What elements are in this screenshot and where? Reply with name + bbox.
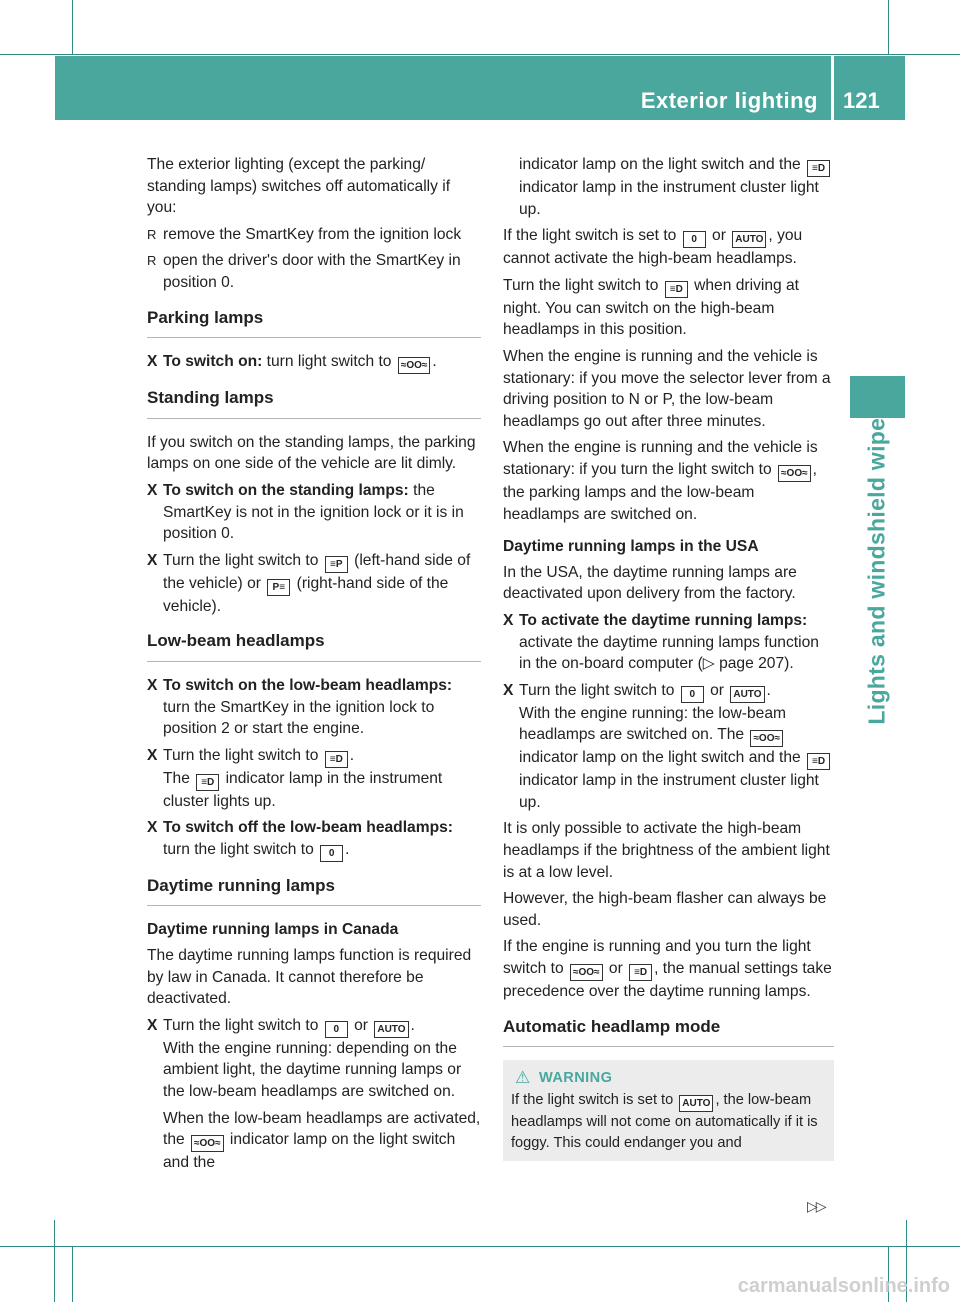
subsection-heading: Daytime running lamps in the USA bbox=[503, 538, 759, 556]
crop-mark bbox=[0, 1246, 960, 1247]
paragraph: It is only possible to activate the high-beam headlamps if the brightness of the ambient light is at a low level. bbox=[503, 820, 830, 881]
warning-text: If the light switch is set to AUTO , the low-beam headlamps will not come on automatically if it is foggy. This could endanger you and bbox=[511, 1091, 818, 1152]
bullet-icon: R bbox=[147, 253, 157, 269]
paragraph: If the engine is running and you turn the light switch to ≈OO≈ or ≡D , the manual settings take precedence over the daytime running lamps. bbox=[503, 938, 832, 1001]
zero-position-icon: 0 bbox=[320, 845, 343, 862]
standing-lamp-right-icon: P≡ bbox=[267, 579, 290, 596]
step-item: X To activate the daytime running lamps: activate the daytime running lamps function in the on-board computer (▷ page 207). bbox=[503, 611, 819, 673]
low-beam-icon: ≡D bbox=[196, 774, 219, 791]
zero-position-icon: 0 bbox=[683, 231, 706, 248]
paragraph: If you switch on the standing lamps, the parking lamps on one side of the vehicle are lit dimly. bbox=[147, 433, 476, 473]
paragraph: However, the high-beam flasher can always be used. bbox=[503, 890, 827, 929]
parking-lamp-icon: ≈OO≈ bbox=[750, 730, 783, 747]
chapter-title: Lights and windshield wipers bbox=[863, 395, 890, 725]
paragraph: When the low-beam headlamps are activated, the ≈OO≈ indicator lamp on the light switch and the bbox=[163, 1109, 481, 1172]
bullet-item: R remove the SmartKey from the ignition lock bbox=[147, 224, 481, 246]
crop-mark bbox=[0, 54, 960, 55]
crop-mark bbox=[54, 1220, 55, 1302]
page-title: Exterior lighting bbox=[640, 88, 818, 113]
paragraph: When the engine is running and the vehicle is stationary: if you turn the light switch to ≈OO≈ , the parking lamps and the low-beam headlamps are switched on. bbox=[503, 439, 818, 523]
step-icon: X bbox=[503, 681, 514, 699]
zero-position-icon: 0 bbox=[681, 686, 704, 703]
warning-box bbox=[503, 1060, 834, 1161]
low-beam-icon: ≡D bbox=[325, 751, 348, 768]
parking-lamp-icon: ≈OO≈ bbox=[398, 357, 431, 374]
section-heading: Automatic headlamp mode bbox=[503, 1016, 834, 1048]
low-beam-icon: ≡D bbox=[807, 160, 830, 177]
bullet-item: R open the driver's door with the SmartKey in position 0. bbox=[147, 252, 461, 291]
step-icon: X bbox=[147, 353, 158, 371]
page-number: 121 bbox=[843, 88, 880, 113]
step-item: X To switch off the low-beam headlamps: turn the light switch to 0 . bbox=[147, 817, 481, 862]
step-icon: X bbox=[147, 676, 158, 694]
auto-icon: AUTO bbox=[374, 1021, 408, 1038]
paragraph: indicator lamp on the light switch and the ≡D indicator lamp in the instrument cluster light up. bbox=[503, 154, 834, 220]
crop-mark bbox=[72, 0, 73, 54]
zero-position-icon: 0 bbox=[325, 1021, 348, 1038]
parking-lamp-icon: ≈OO≈ bbox=[778, 465, 811, 482]
paragraph: Turn the light switch to ≡D when driving at night. You can switch on the high-beam headlamps in this position. bbox=[503, 276, 800, 339]
step-item: X Turn the light switch to ≡D . The ≡D indicator lamp in the instrument cluster lights up. bbox=[147, 746, 443, 810]
paragraph: In the USA, the daytime running lamps are deactivated upon delivery from the factory. bbox=[503, 563, 797, 603]
standing-lamp-left-icon: ≡P bbox=[325, 556, 348, 573]
step-item: X Turn the light switch to 0 or AUTO . With the engine running: depending on the ambient light, the daytime running lamps or the low-beam headlamps are switched on. When the low-beam headlamps are activated, the ≈OO≈ indicator lamp on the light switch and the bbox=[147, 1015, 481, 1174]
right-column bbox=[503, 154, 834, 1161]
step-item: X To switch on the low-beam headlamps: turn the SmartKey in the ignition lock to position 2 or start the engine. bbox=[147, 676, 453, 738]
step-icon: X bbox=[147, 746, 158, 764]
header-separator bbox=[831, 56, 834, 120]
continue-arrow-icon: ▷▷ bbox=[807, 1198, 825, 1214]
step-item: X Turn the light switch to ≡P (left-hand side of the vehicle) or P≡ (right-hand side of the vehicle). bbox=[147, 551, 471, 615]
auto-icon: AUTO bbox=[732, 231, 766, 248]
auto-icon: AUTO bbox=[730, 686, 764, 703]
watermark: carmanualsonline.info bbox=[737, 1275, 950, 1297]
bullet-icon: R bbox=[147, 226, 157, 242]
step-icon: X bbox=[147, 481, 158, 499]
section-heading: Low-beam headlamps bbox=[147, 630, 481, 662]
low-beam-icon: ≡D bbox=[629, 964, 652, 981]
paragraph: If the light switch is set to 0 or AUTO , you cannot activate the high-beam headlamps. bbox=[503, 227, 803, 268]
step-icon: X bbox=[503, 611, 514, 629]
section-heading: Standing lamps bbox=[147, 387, 481, 419]
section-heading: Parking lamps bbox=[147, 307, 481, 339]
step-icon: X bbox=[147, 819, 158, 837]
intro-text: The exterior lighting (except the parking/ standing lamps) switches off automatically if you: bbox=[147, 156, 451, 217]
step-icon: X bbox=[147, 551, 158, 569]
left-column bbox=[147, 154, 481, 1179]
paragraph: The daytime running lamps function is required by law in Canada. It cannot therefore be deactivated. bbox=[147, 947, 472, 1008]
step-item: X To switch on the standing lamps: the SmartKey is not in the ignition lock or it is in position 0. bbox=[147, 481, 464, 543]
parking-lamp-icon: ≈OO≈ bbox=[191, 1135, 224, 1152]
step-icon: X bbox=[147, 1016, 158, 1034]
parking-lamp-icon: ≈OO≈ bbox=[570, 964, 603, 981]
crop-mark bbox=[888, 0, 889, 54]
crop-mark bbox=[72, 1246, 73, 1302]
step-item: X To switch on: turn light switch to ≈OO≈ . bbox=[147, 351, 481, 374]
warning-triangle-icon: ⚠ bbox=[515, 1068, 531, 1088]
auto-icon: AUTO bbox=[679, 1095, 713, 1112]
warning-title: WARNING bbox=[539, 1070, 613, 1087]
low-beam-icon: ≡D bbox=[665, 281, 688, 298]
paragraph: When the engine is running and the vehicle is stationary: if you move the selector lever from a driving position to N or P, the low-beam headlamps go out after three minutes. bbox=[503, 347, 831, 430]
subsection-heading: Daytime running lamps in Canada bbox=[147, 921, 399, 939]
section-heading: Daytime running lamps bbox=[147, 875, 481, 907]
step-item: X Turn the light switch to 0 or AUTO . With the engine running: the low-beam headlamps are switched on. The ≈OO≈ indicator lamp on the light switch and the ≡D indicator lamp in the instrument cluster light up. bbox=[503, 680, 834, 814]
low-beam-icon: ≡D bbox=[807, 753, 830, 770]
